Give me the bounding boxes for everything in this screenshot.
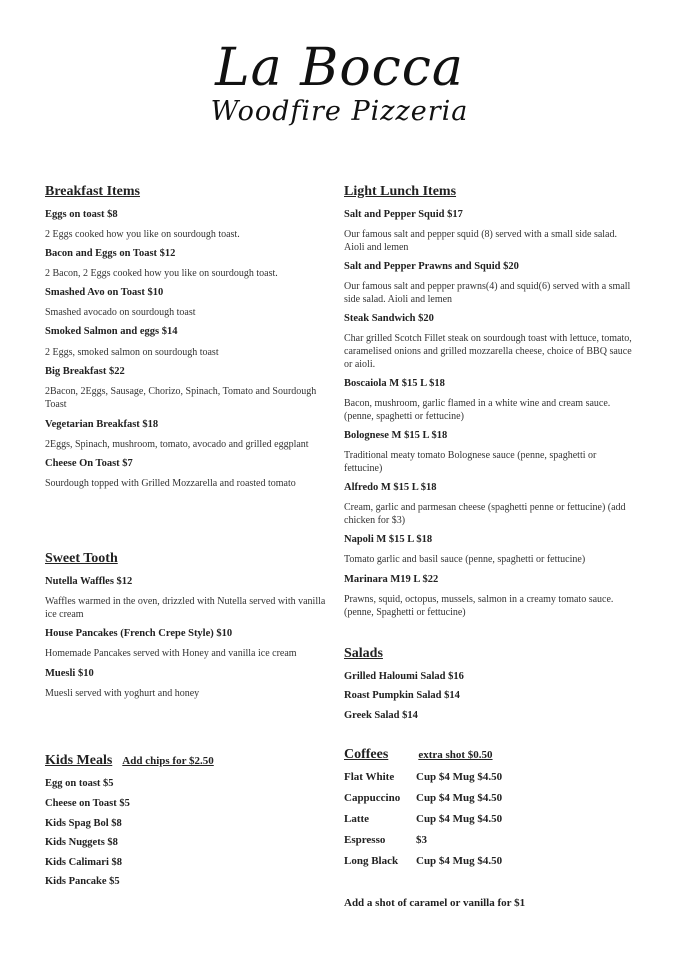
menu-item-desc: 2Bacon, 2Eggs, Sausage, Chorizo, Spinach, Tomato and Sourdough Toast <box>45 386 317 410</box>
coffee-price: Cup $4 Mug $4.50 <box>416 813 503 825</box>
menu-item: Kids Spag Bol $8 <box>45 818 122 829</box>
menu-item-desc: Tomato garlic and basil sauce (penne, spaghetti or fettucine) <box>344 554 586 565</box>
menu-item: Smoked Salmon and eggs $14 <box>45 326 178 337</box>
coffee-row <box>344 771 502 783</box>
menu-item: Napoli M $15 L $18 <box>344 534 433 545</box>
menu-item-desc: Bacon, mushroom, garlic flamed in a white wine and cream sauce. (penne, spaghetti or fettucine) <box>344 398 611 422</box>
coffee-row <box>344 855 502 867</box>
menu-item: Kids Pancake $5 <box>45 876 120 887</box>
coffee-name: Espresso <box>344 834 386 846</box>
coffee-name: Flat White <box>344 771 395 783</box>
coffee-name: Long Black <box>344 855 399 867</box>
menu-item-desc: 2 Bacon, 2 Eggs cooked how you like on sourdough toast. <box>45 268 278 279</box>
coffee-footer: Add a shot of caramel or vanilla for $1 <box>344 897 526 909</box>
salads-heading: Salads <box>344 646 383 661</box>
lunch-heading: Light Lunch Items <box>344 184 457 199</box>
kids-note: Add chips for $2.50 <box>122 755 214 767</box>
coffees-heading-label: Coffees <box>344 747 389 762</box>
menu-item-desc: Char grilled Scotch Fillet steak on sourdough toast with lettuce, tomato, caramelised onions and grilled mozzarella cheese, choice of BBQ sauce or aioli. <box>344 333 632 370</box>
menu-item: Salt and Pepper Prawns and Squid $20 <box>344 261 519 272</box>
menu-item: Egg on toast $5 <box>45 778 114 789</box>
menu-item-desc: Our famous salt and pepper prawns(4) and squid(6) served with a small side salad. Aioli and lemen <box>344 281 631 305</box>
menu-item: Eggs on toast $8 <box>45 209 118 220</box>
restaurant-subtitle: Woodfire Pizzeria <box>210 96 469 127</box>
menu-item: Kids Calimari $8 <box>45 857 123 868</box>
sweet-heading: Sweet Tooth <box>45 551 118 566</box>
menu-item: Kids Nuggets $8 <box>45 837 118 848</box>
coffee-row <box>344 834 427 846</box>
menu-item: Bolognese M $15 L $18 <box>344 430 448 441</box>
menu-item: Smashed Avo on Toast $10 <box>45 287 164 298</box>
kids-heading <box>45 753 330 769</box>
menu-item: Vegetarian Breakfast $18 <box>45 419 159 430</box>
kids-heading-label: Kids Meals <box>45 753 113 768</box>
coffee-row <box>344 792 502 804</box>
menu-item: House Pancakes (French Crepe Style) $10 <box>45 628 233 639</box>
restaurant-title: La Bocca <box>215 38 464 98</box>
menu-item-desc: Cream, garlic and parmesan cheese (spaghetti penne or fettucine) (add chicken for $3) <box>344 502 626 526</box>
coffee-row <box>344 813 502 825</box>
menu-item: Cheese On Toast $7 <box>45 458 133 469</box>
menu-item: Big Breakfast $22 <box>45 366 125 377</box>
menu-item: Alfredo M $15 L $18 <box>344 482 437 493</box>
menu-item: Greek Salad $14 <box>344 710 418 721</box>
menu-item-desc: Waffles warmed in the oven, drizzled with Nutella served with vanilla ice cream <box>45 596 326 620</box>
menu-item-desc: Prawns, squid, octopus, mussels, salmon in a creamy tomato sauce. (penne, Spaghetti or fettucine) <box>344 594 614 618</box>
menu-item: Grilled Haloumi Salad $16 <box>344 671 464 682</box>
menu-item: Steak Sandwich $20 <box>344 313 434 324</box>
menu-item-desc: 2Eggs, Spinach, mushroom, tomato, avocado and grilled eggplant <box>45 439 309 450</box>
menu-item-desc: 2 Eggs cooked how you like on sourdough toast. <box>45 229 240 240</box>
menu-item-desc: Traditional meaty tomato Bolognese sauce (penne, spaghetti or fettucine) <box>344 450 597 474</box>
menu-item-desc: Homemade Pancakes served with Honey and vanilla ice cream <box>45 648 297 659</box>
menu-item: Salt and Pepper Squid $17 <box>344 209 463 220</box>
menu-item: Bacon and Eggs on Toast $12 <box>45 248 176 259</box>
menu-item: Muesli $10 <box>45 668 94 679</box>
coffees-note: extra shot $0.50 <box>418 749 493 761</box>
menu-item-desc: Sourdough topped with Grilled Mozzarella and roasted tomato <box>45 478 296 489</box>
menu-item: Roast Pumpkin Salad $14 <box>344 690 460 701</box>
menu-item-desc: Smashed avocado on sourdough toast <box>45 307 196 318</box>
coffee-name: Latte <box>344 813 370 825</box>
menu-item: Cheese on Toast $5 <box>45 798 130 809</box>
menu-item-desc: Muesli served with yoghurt and honey <box>45 688 200 699</box>
menu-item: Nutella Waffles $12 <box>45 576 133 587</box>
coffee-price: Cup $4 Mug $4.50 <box>416 771 503 783</box>
coffee-price: $3 <box>416 834 427 846</box>
menu-item: Marinara M19 L $22 <box>344 574 439 585</box>
coffee-name: Cappuccino <box>344 792 401 804</box>
coffees-heading <box>344 747 636 763</box>
breakfast-heading: Breakfast Items <box>45 184 141 199</box>
menu-item-desc: 2 Eggs, smoked salmon on sourdough toast <box>45 347 219 358</box>
menu-item-desc: Our famous salt and pepper squid (8) served with a small side salad. Aioli and lemen <box>344 229 617 253</box>
coffee-price: Cup $4 Mug $4.50 <box>416 792 503 804</box>
coffee-price: Cup $4 Mug $4.50 <box>416 855 503 867</box>
menu-item: Boscaiola M $15 L $18 <box>344 378 445 389</box>
